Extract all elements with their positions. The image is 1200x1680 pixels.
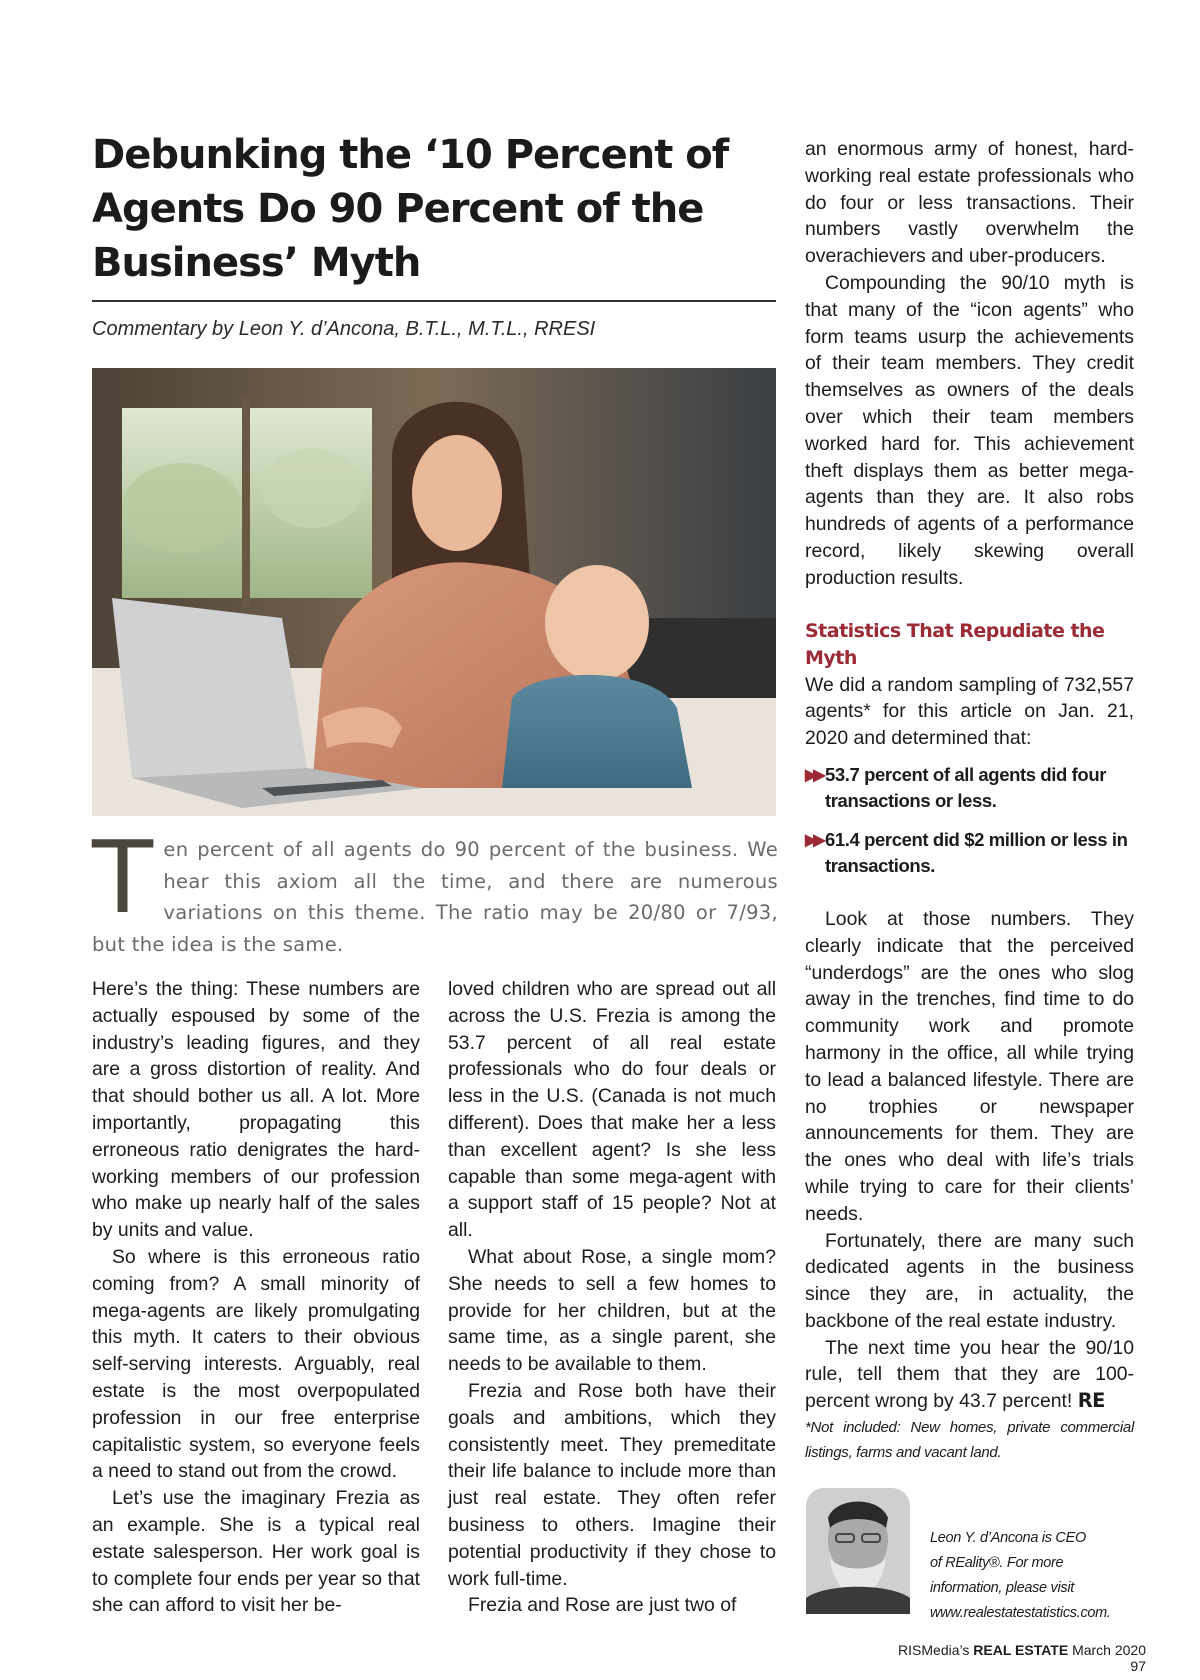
article-title: Debunking the ‘10 Percent of Agents Do 90 Percent of the Business’ Myth (92, 132, 729, 286)
stats-list-item: ▶▶ 53.7 percent of all agents did four transactions or less. (805, 763, 1107, 812)
body-column-2 (448, 976, 776, 1619)
bio-line: www.realestatestatistics.com. (930, 1605, 1111, 1621)
body-paragraph: Here’s the thing: These numbers are actually espoused by some of the industry’s leading figures, and they are a gross distortion of reality. And that should bother us all. A lot. More importantly, propagating this erroneous ratio denigrates the hard-working members of our profession who make up nearly half of the sales by units and value. (92, 978, 420, 1242)
intro-paragraph (92, 819, 778, 960)
body-paragraph: loved children who are spread out all across the U.S. Frezia is among the 53.7 percent of all real estate professionals who do four deals or less in the U.S. (Canada is not much different). Does that make her a less than excellent agent? Is she less capable than some mega-agent with a support staff of 15 people? Not at all. (448, 978, 776, 1242)
hero-photo-mother-baby-laptop (92, 368, 776, 816)
closing-paragraph: The next time you hear the 90/10 rule, tell them that they are 100-percent wrong by 43.7 percent! RE (805, 1336, 1134, 1413)
page-footer (890, 1642, 1146, 1674)
section-subhead: Statistics That Repudiate the Myth (805, 619, 1105, 669)
body-paragraph: Frezia and Rose both have their goals and ambitions, which they consistently meet. They premeditate their life balance to include more than just real estate. They often refer business to others. Imagine their potential productivity if they chose to work full-time. (448, 1379, 776, 1590)
publisher: RISMedia’s (898, 1642, 970, 1658)
author-bio (930, 1526, 1140, 1626)
intro-text: en percent of all agents do 90 percent of the business. We hear this axiom all the time, and there are numerous variations on this theme. The ratio may be 20/80 or 7/93, but the idea is the same. (92, 838, 778, 956)
body-paragraph: What about Rose, a single mom? She needs to sell a few homes to provide for her children, but at the same time, as a single parent, she needs to be available to them. (448, 1245, 776, 1376)
footnote: *Not included: New homes, private commercial listings, farms and vacant land. (805, 1419, 1134, 1462)
bio-line: Leon Y. d’Ancona is CEO (930, 1530, 1086, 1546)
body-paragraph: Look at those numbers. They clearly indicate that the perceived “underdogs” are the ones who slog away in the trenches, find time to do community work and promote harmony in the office, all while trying to lead a balanced lifestyle. There are no trophies or newspaper announcements for them. They are the ones who deal with life’s trials while trying to care for their clients’ needs. (805, 907, 1134, 1225)
page-number: 97 (1130, 1658, 1146, 1674)
body-paragraph: Let’s use the imaginary Frezia as an example. She is a typical real estate salesperson. Her work goal is to complete four ends per year so that she can afford to visit her be- (92, 1487, 420, 1617)
body-paragraph: Fortunately, there are many such dedicated agents in the business since they are, in actuality, the backbone of the real estate industry. (805, 1229, 1134, 1332)
spacer (805, 892, 1134, 906)
stats-intro: We did a random sampling of 732,557 agents* for this article on Jan. 21, 2020 and determined that: (805, 673, 1134, 750)
double-arrow-bullet-icon: ▶▶ (805, 766, 822, 784)
stats-list (805, 762, 1134, 880)
title-divider (92, 300, 776, 302)
byline: Commentary by Leon Y. d’Ancona, B.T.L., M.T.L., RRESI (92, 318, 596, 340)
author-headshot (806, 1488, 910, 1614)
stats-list-item: ▶▶ 61.4 percent did $2 million or less in transactions. (805, 828, 1128, 877)
drop-cap: T (92, 819, 154, 936)
body-paragraph: So where is this erroneous ratio coming from? A small minority of mega-agents are likely promulgating this myth. It caters to their obvious self-serving interests. Arguably, real estate is the most overpopulated profession in our free enterprise capitalistic system, so everyone feels a need to stand out from the crowd. (92, 1245, 420, 1483)
bio-line: of REality®. For more (930, 1555, 1064, 1571)
end-mark: RE (1077, 1389, 1105, 1413)
body-column-1 (92, 976, 420, 1619)
magazine-name: REAL ESTATE (973, 1642, 1069, 1658)
double-arrow-bullet-icon: ▶▶ (805, 831, 822, 849)
body-column-3 (805, 136, 1134, 1465)
issue-date: March 2020 (1072, 1642, 1146, 1658)
bio-line: information, please visit (930, 1580, 1075, 1596)
body-paragraph: an enormous army of honest, hard-working real estate professionals who do four or less transactions. Their numbers vastly overwhelm the overachievers and uber-producers. (805, 138, 1134, 268)
body-paragraph: Compounding the 90/10 myth is that many of the “icon agents” who form teams usurp the achievements of their team members. They credit themselves as owners of the deals over which their team members worked hard for. This achievement theft displays them as better mega-agents than they are. It also robs hundreds of agents of a performance record, likely skewing overall production results. (805, 271, 1134, 589)
body-paragraph: Frezia and Rose are just two of (468, 1594, 737, 1617)
